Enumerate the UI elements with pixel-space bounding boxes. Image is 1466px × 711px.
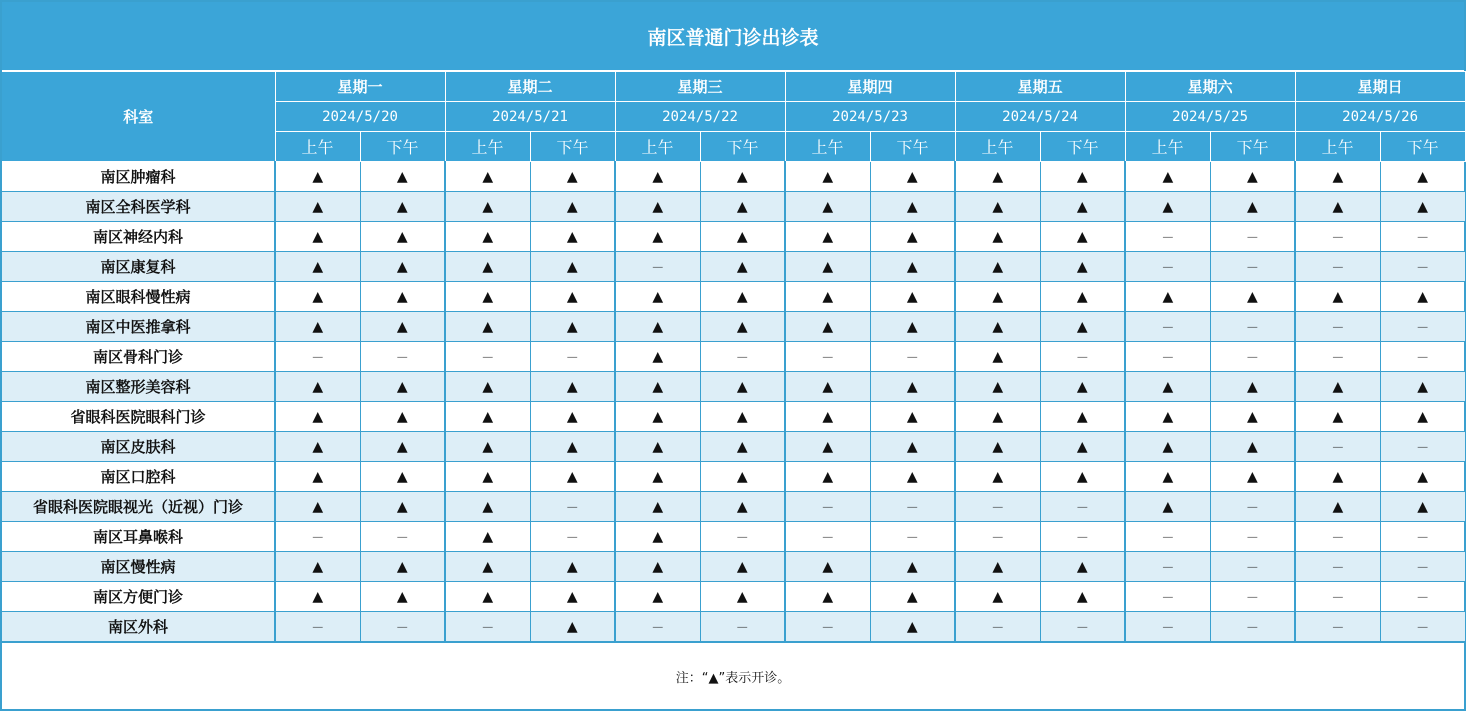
date-header: 2024/5/26 [1295, 102, 1465, 132]
closed-marker: － [530, 342, 615, 372]
open-marker: ▲ [1295, 282, 1380, 312]
open-marker: ▲ [1295, 372, 1380, 402]
closed-marker: － [1125, 222, 1210, 252]
open-marker: ▲ [955, 432, 1040, 462]
open-marker: ▲ [1380, 402, 1465, 432]
closed-marker: － [1125, 252, 1210, 282]
dept-name: 南区方便门诊 [2, 582, 275, 612]
open-marker: ▲ [700, 402, 785, 432]
closed-marker: － [275, 612, 360, 642]
open-marker: ▲ [955, 192, 1040, 222]
dept-name: 南区全科医学科 [2, 192, 275, 222]
open-marker: ▲ [530, 552, 615, 582]
closed-marker: － [1125, 582, 1210, 612]
open-marker: ▲ [1040, 312, 1125, 342]
closed-marker: － [1210, 552, 1295, 582]
closed-marker: － [1380, 342, 1465, 372]
open-marker: ▲ [870, 402, 955, 432]
morning-header: 上午 [445, 132, 530, 162]
open-marker: ▲ [1125, 492, 1210, 522]
open-marker: ▲ [445, 522, 530, 552]
afternoon-header: 下午 [700, 132, 785, 162]
open-marker: ▲ [530, 282, 615, 312]
dept-name: 南区神经内科 [2, 222, 275, 252]
open-marker: ▲ [445, 192, 530, 222]
open-marker: ▲ [1040, 252, 1125, 282]
closed-marker: － [1210, 222, 1295, 252]
dept-name: 南区肿瘤科 [2, 162, 275, 192]
open-marker: ▲ [870, 552, 955, 582]
open-marker: ▲ [1040, 282, 1125, 312]
open-marker: ▲ [275, 582, 360, 612]
open-marker: ▲ [785, 372, 870, 402]
weekday-header: 星期五 [955, 72, 1125, 102]
afternoon-header: 下午 [1040, 132, 1125, 162]
closed-marker: － [1295, 432, 1380, 462]
closed-marker: － [1210, 312, 1295, 342]
open-marker: ▲ [700, 432, 785, 462]
open-marker: ▲ [1380, 192, 1465, 222]
open-marker: ▲ [785, 402, 870, 432]
open-marker: ▲ [785, 582, 870, 612]
closed-marker: － [1380, 582, 1465, 612]
closed-marker: － [700, 612, 785, 642]
date-header: 2024/5/22 [615, 102, 785, 132]
closed-marker: － [1040, 492, 1125, 522]
open-marker: ▲ [530, 252, 615, 282]
closed-marker: － [615, 612, 700, 642]
open-marker: ▲ [1040, 192, 1125, 222]
open-marker: ▲ [955, 162, 1040, 192]
open-marker: ▲ [955, 372, 1040, 402]
closed-marker: － [1040, 522, 1125, 552]
open-marker: ▲ [870, 582, 955, 612]
table-row [2, 522, 1465, 552]
date-header: 2024/5/23 [785, 102, 955, 132]
open-marker: ▲ [700, 372, 785, 402]
closed-marker: － [700, 342, 785, 372]
closed-marker: － [1380, 432, 1465, 462]
open-marker: ▲ [700, 462, 785, 492]
closed-marker: － [1295, 522, 1380, 552]
closed-marker: － [1295, 222, 1380, 252]
open-marker: ▲ [785, 192, 870, 222]
open-marker: ▲ [615, 282, 700, 312]
table-row [2, 222, 1465, 252]
morning-header: 上午 [785, 132, 870, 162]
table-row [2, 312, 1465, 342]
open-marker: ▲ [615, 342, 700, 372]
open-marker: ▲ [360, 402, 445, 432]
open-marker: ▲ [615, 432, 700, 462]
open-marker: ▲ [870, 372, 955, 402]
open-marker: ▲ [955, 402, 1040, 432]
closed-marker: － [700, 522, 785, 552]
open-marker: ▲ [1125, 372, 1210, 402]
open-marker: ▲ [785, 252, 870, 282]
afternoon-header: 下午 [1380, 132, 1465, 162]
weekday-header: 星期三 [615, 72, 785, 102]
table-row [2, 342, 1465, 372]
open-marker: ▲ [445, 492, 530, 522]
open-marker: ▲ [1380, 462, 1465, 492]
open-marker: ▲ [955, 462, 1040, 492]
weekday-header-row [2, 72, 1465, 102]
open-marker: ▲ [445, 222, 530, 252]
open-marker: ▲ [700, 552, 785, 582]
afternoon-header: 下午 [1210, 132, 1295, 162]
afternoon-header: 下午 [870, 132, 955, 162]
closed-marker: － [785, 612, 870, 642]
afternoon-header: 下午 [360, 132, 445, 162]
open-marker: ▲ [530, 162, 615, 192]
open-marker: ▲ [275, 252, 360, 282]
weekday-header: 星期六 [1125, 72, 1295, 102]
open-marker: ▲ [870, 432, 955, 462]
open-marker: ▲ [615, 582, 700, 612]
open-marker: ▲ [700, 192, 785, 222]
open-marker: ▲ [955, 222, 1040, 252]
closed-marker: － [1210, 492, 1295, 522]
open-marker: ▲ [530, 612, 615, 642]
morning-header: 上午 [275, 132, 360, 162]
closed-marker: － [1210, 612, 1295, 642]
closed-marker: － [1125, 522, 1210, 552]
open-marker: ▲ [445, 432, 530, 462]
open-marker: ▲ [360, 312, 445, 342]
open-marker: ▲ [530, 222, 615, 252]
open-marker: ▲ [615, 492, 700, 522]
open-marker: ▲ [870, 312, 955, 342]
open-marker: ▲ [1210, 462, 1295, 492]
closed-marker: － [955, 612, 1040, 642]
open-marker: ▲ [1295, 462, 1380, 492]
closed-marker: － [955, 522, 1040, 552]
closed-marker: － [1125, 612, 1210, 642]
open-marker: ▲ [1040, 462, 1125, 492]
open-marker: ▲ [1125, 432, 1210, 462]
open-marker: ▲ [785, 162, 870, 192]
open-marker: ▲ [1210, 162, 1295, 192]
open-marker: ▲ [1125, 162, 1210, 192]
dept-name: 南区外科 [2, 612, 275, 642]
open-marker: ▲ [785, 312, 870, 342]
open-marker: ▲ [870, 162, 955, 192]
open-marker: ▲ [1040, 222, 1125, 252]
closed-marker: － [1380, 522, 1465, 552]
table-row [2, 612, 1465, 642]
table-row [2, 552, 1465, 582]
open-marker: ▲ [445, 582, 530, 612]
weekday-header: 星期二 [445, 72, 615, 102]
open-marker: ▲ [615, 552, 700, 582]
open-marker: ▲ [530, 192, 615, 222]
open-marker: ▲ [1295, 192, 1380, 222]
closed-marker: － [360, 342, 445, 372]
dept-name: 南区康复科 [2, 252, 275, 282]
open-marker: ▲ [445, 162, 530, 192]
open-marker: ▲ [1295, 162, 1380, 192]
open-marker: ▲ [615, 462, 700, 492]
open-marker: ▲ [445, 372, 530, 402]
closed-marker: － [1125, 312, 1210, 342]
open-marker: ▲ [615, 222, 700, 252]
open-marker: ▲ [275, 312, 360, 342]
closed-marker: － [870, 522, 955, 552]
page-title: 南区普通门诊出诊表 [2, 2, 1464, 71]
open-marker: ▲ [1295, 492, 1380, 522]
closed-marker: － [1380, 612, 1465, 642]
open-marker: ▲ [615, 312, 700, 342]
open-marker: ▲ [360, 282, 445, 312]
open-marker: ▲ [360, 162, 445, 192]
closed-marker: － [275, 522, 360, 552]
table-row [2, 282, 1465, 312]
open-marker: ▲ [1040, 372, 1125, 402]
open-marker: ▲ [1040, 432, 1125, 462]
closed-marker: － [1380, 552, 1465, 582]
dept-name: 南区中医推拿科 [2, 312, 275, 342]
closed-marker: － [955, 492, 1040, 522]
closed-marker: － [445, 342, 530, 372]
open-marker: ▲ [955, 282, 1040, 312]
open-marker: ▲ [1210, 282, 1295, 312]
afternoon-header: 下午 [530, 132, 615, 162]
open-marker: ▲ [1210, 372, 1295, 402]
open-marker: ▲ [445, 552, 530, 582]
date-header: 2024/5/20 [275, 102, 445, 132]
closed-marker: － [1040, 342, 1125, 372]
closed-marker: － [1295, 582, 1380, 612]
open-marker: ▲ [1380, 162, 1465, 192]
open-marker: ▲ [1380, 492, 1465, 522]
open-marker: ▲ [360, 432, 445, 462]
open-marker: ▲ [700, 222, 785, 252]
closed-marker: － [785, 342, 870, 372]
closed-marker: － [1295, 312, 1380, 342]
closed-marker: － [1040, 612, 1125, 642]
closed-marker: － [360, 522, 445, 552]
closed-marker: － [615, 252, 700, 282]
open-marker: ▲ [275, 432, 360, 462]
dept-name: 南区眼科慢性病 [2, 282, 275, 312]
open-marker: ▲ [1125, 192, 1210, 222]
open-marker: ▲ [1125, 462, 1210, 492]
open-marker: ▲ [700, 282, 785, 312]
date-header: 2024/5/21 [445, 102, 615, 132]
closed-marker: － [1295, 612, 1380, 642]
closed-marker: － [530, 522, 615, 552]
table-row [2, 582, 1465, 612]
open-marker: ▲ [700, 582, 785, 612]
open-marker: ▲ [275, 402, 360, 432]
closed-marker: － [1295, 552, 1380, 582]
closed-marker: － [785, 522, 870, 552]
dept-name: 省眼科医院眼科门诊 [2, 402, 275, 432]
open-marker: ▲ [360, 372, 445, 402]
open-marker: ▲ [955, 552, 1040, 582]
open-marker: ▲ [1040, 552, 1125, 582]
dept-name: 省眼科医院眼视光（近视）门诊 [2, 492, 275, 522]
open-marker: ▲ [275, 552, 360, 582]
closed-marker: － [1210, 252, 1295, 282]
open-marker: ▲ [785, 282, 870, 312]
dept-name: 南区慢性病 [2, 552, 275, 582]
open-marker: ▲ [275, 492, 360, 522]
open-marker: ▲ [530, 582, 615, 612]
open-marker: ▲ [615, 162, 700, 192]
morning-header: 上午 [955, 132, 1040, 162]
open-marker: ▲ [1040, 162, 1125, 192]
morning-header: 上午 [1295, 132, 1380, 162]
table-row [2, 402, 1465, 432]
open-marker: ▲ [870, 612, 955, 642]
open-marker: ▲ [360, 492, 445, 522]
open-marker: ▲ [955, 252, 1040, 282]
closed-marker: － [1125, 342, 1210, 372]
open-marker: ▲ [870, 192, 955, 222]
dept-name: 南区口腔科 [2, 462, 275, 492]
open-marker: ▲ [955, 582, 1040, 612]
open-marker: ▲ [360, 582, 445, 612]
open-marker: ▲ [870, 252, 955, 282]
open-marker: ▲ [275, 282, 360, 312]
open-marker: ▲ [445, 402, 530, 432]
open-marker: ▲ [870, 282, 955, 312]
closed-marker: － [1380, 222, 1465, 252]
closed-marker: － [870, 342, 955, 372]
closed-marker: － [785, 492, 870, 522]
open-marker: ▲ [615, 372, 700, 402]
open-marker: ▲ [615, 402, 700, 432]
open-marker: ▲ [530, 312, 615, 342]
table-row [2, 162, 1465, 192]
schedule-table [2, 71, 1466, 642]
open-marker: ▲ [955, 312, 1040, 342]
open-marker: ▲ [955, 342, 1040, 372]
open-marker: ▲ [360, 222, 445, 252]
closed-marker: － [1380, 312, 1465, 342]
open-marker: ▲ [530, 402, 615, 432]
open-marker: ▲ [275, 372, 360, 402]
open-marker: ▲ [1380, 282, 1465, 312]
open-marker: ▲ [530, 462, 615, 492]
open-marker: ▲ [445, 282, 530, 312]
dept-name: 南区耳鼻喉科 [2, 522, 275, 552]
open-marker: ▲ [700, 162, 785, 192]
open-marker: ▲ [530, 372, 615, 402]
open-marker: ▲ [785, 222, 870, 252]
open-marker: ▲ [870, 462, 955, 492]
weekday-header: 星期一 [275, 72, 445, 102]
open-marker: ▲ [1040, 402, 1125, 432]
open-marker: ▲ [785, 462, 870, 492]
table-row [2, 372, 1465, 402]
open-marker: ▲ [785, 552, 870, 582]
open-marker: ▲ [1210, 432, 1295, 462]
weekday-header: 星期日 [1295, 72, 1465, 102]
table-row [2, 492, 1465, 522]
open-marker: ▲ [275, 462, 360, 492]
open-marker: ▲ [445, 462, 530, 492]
table-row [2, 192, 1465, 222]
closed-marker: － [275, 342, 360, 372]
closed-marker: － [530, 492, 615, 522]
dept-name: 南区骨科门诊 [2, 342, 275, 372]
closed-marker: － [1210, 582, 1295, 612]
dept-name: 南区皮肤科 [2, 432, 275, 462]
table-row [2, 462, 1465, 492]
legend-note: 注：“▲”表示开诊。 [2, 642, 1464, 710]
open-marker: ▲ [445, 252, 530, 282]
open-marker: ▲ [445, 312, 530, 342]
open-marker: ▲ [1380, 372, 1465, 402]
open-marker: ▲ [870, 222, 955, 252]
open-marker: ▲ [1210, 192, 1295, 222]
closed-marker: － [1295, 342, 1380, 372]
open-marker: ▲ [1295, 402, 1380, 432]
closed-marker: － [1125, 552, 1210, 582]
table-row [2, 432, 1465, 462]
date-header: 2024/5/24 [955, 102, 1125, 132]
open-marker: ▲ [615, 192, 700, 222]
closed-marker: － [870, 492, 955, 522]
open-marker: ▲ [1125, 282, 1210, 312]
open-marker: ▲ [360, 552, 445, 582]
dept-column-header: 科室 [2, 72, 275, 162]
open-marker: ▲ [1125, 402, 1210, 432]
open-marker: ▲ [275, 192, 360, 222]
open-marker: ▲ [615, 522, 700, 552]
closed-marker: － [360, 612, 445, 642]
open-marker: ▲ [360, 462, 445, 492]
open-marker: ▲ [700, 252, 785, 282]
schedule-body [2, 162, 1465, 642]
open-marker: ▲ [700, 492, 785, 522]
open-marker: ▲ [1210, 402, 1295, 432]
closed-marker: － [445, 612, 530, 642]
date-header: 2024/5/25 [1125, 102, 1295, 132]
open-marker: ▲ [530, 432, 615, 462]
closed-marker: － [1210, 342, 1295, 372]
open-marker: ▲ [275, 222, 360, 252]
closed-marker: － [1210, 522, 1295, 552]
open-marker: ▲ [700, 312, 785, 342]
morning-header: 上午 [1125, 132, 1210, 162]
open-marker: ▲ [785, 432, 870, 462]
closed-marker: － [1295, 252, 1380, 282]
closed-marker: － [1380, 252, 1465, 282]
open-marker: ▲ [360, 192, 445, 222]
weekday-header: 星期四 [785, 72, 955, 102]
open-marker: ▲ [360, 252, 445, 282]
morning-header: 上午 [615, 132, 700, 162]
open-marker: ▲ [1040, 582, 1125, 612]
table-row [2, 252, 1465, 282]
dept-name: 南区整形美容科 [2, 372, 275, 402]
open-marker: ▲ [275, 162, 360, 192]
